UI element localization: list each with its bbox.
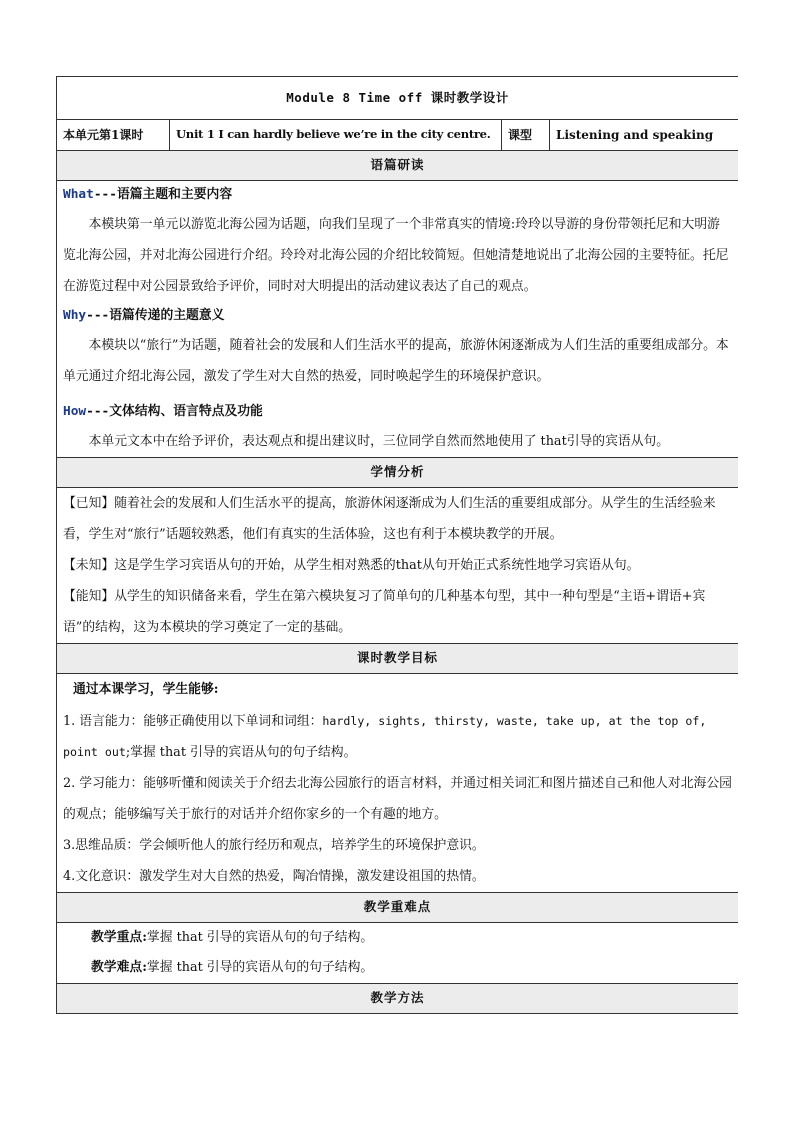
why-dash: --- [86,308,110,323]
section-heading-text-study: 语篇研读 [57,151,739,181]
teaching-focus-label: 教学重点: [91,930,147,945]
what-title: 语篇主题和主要内容 [116,187,233,202]
document-title: Module 8 Time off 课时教学设计 [57,77,739,120]
section-heading-methods: 教学方法 [57,984,739,1014]
what-subheading [63,181,732,209]
key-points-content [57,923,739,984]
goal1-suffix: ;掌握 that 引导的宾语从句的句子结构。 [125,745,357,760]
what-dash: --- [93,187,117,202]
learner-analysis-content [57,488,739,644]
unit-title: Unit 1 I can hardly believe we’re in the city centre. [170,120,502,151]
teaching-focus [63,923,732,953]
teaching-focus-text: 掌握 that 引导的宾语从句的句子结构。 [146,930,374,945]
how-keyword: How [63,404,87,419]
why-paragraph: 本模块以“旅行”为话题，随着社会的发展和人们生活水平的提高，旅游休闲逐渐成为人们生活的重要组成部分。本单元通过介绍北海公园，激发了学生对大自然的热爱，同时唤起学生的环境保护意识。 [63,338,729,384]
how-paragraph: 本单元文本中在给予评价，表达观点和提出建议时，三位同学自然而然地使用了 that引导的宾语从句。 [88,434,670,449]
goal-learning-ability: 2. 学习能力：能够听懂和阅读关于介绍去北海公园旅行的语言材料，并通过相关词汇和图片描述自己和他人对北海公园的观点；能够编写关于旅行的对话并介绍你家乡的一个有趣的地方。 [63,776,732,822]
what-keyword: What [63,187,94,202]
lesson-number-label: 本单元第1课时 [57,120,170,151]
lesson-meta-row [57,120,739,151]
goal-cultural-awareness: 4.文化意识：激发学生对大自然的热爱，陶冶情操，激发建设祖国的热情。 [63,869,485,884]
goal-language-ability [63,706,732,768]
lesson-plan-table [56,76,738,1014]
how-title: 文体结构、语言特点及功能 [109,404,263,419]
lesson-type-label: 课型 [502,120,550,151]
goal1-vocabulary: hardly, sights, thirsty, waste, take up, at the top of, point out [63,714,707,759]
able-paragraph: 【能知】从学生的知识储备来看，学生在第六模块复习了简单句的几种基本句型，其中一种句型是“主语+谓语+宾语”的结构，这为本模块的学习奠定了一定的基础。 [63,589,706,635]
lesson-plan-sheet [56,76,738,1043]
lesson-type-value: Listening and speaking [550,120,739,151]
how-subheading [63,398,732,426]
section-heading-objectives: 课时教学目标 [57,644,739,674]
why-keyword: Why [63,308,87,323]
objectives-content [57,674,739,893]
objectives-lead: 通过本课学习，学生能够: [73,682,219,697]
what-paragraph: 本模块第一单元以游览北海公园为话题，向我们呈现了一个非常真实的情境:玲玲以导游的身份带领托尼和大明游览北海公园，并对北海公园进行介绍。玲玲对北海公园的介绍比较简短。但她清楚地说出了北海公园的主要特征。托尼在游览过程中对公园景致给予评价，同时对大明提出的活动建议表达了自己的观点。 [63,217,729,294]
why-title: 语篇传递的主题意义 [109,308,225,323]
teaching-difficulty-text: 掌握 that 引导的宾语从句的句子结构。 [146,960,374,975]
teaching-difficulty [63,953,732,983]
goal-thinking-quality: 3.思维品质：学会倾听他人的旅行经历和观点，培养学生的环境保护意识。 [63,838,485,853]
how-dash: --- [86,404,110,419]
section-heading-key-points: 教学重难点 [57,893,739,923]
section-heading-learner-analysis: 学情分析 [57,458,739,488]
goal1-prefix: 1. 语言能力：能够正确使用以下单词和词组： [63,714,323,729]
known-paragraph: 【已知】随着社会的发展和人们生活水平的提高，旅游休闲逐渐成为人们生活的重要组成部分。从学生的生活经验来看，学生对“旅行”话题较熟悉，他们有真实的生活体验，这也有利于本模块教学的开展。 [63,496,716,542]
why-subheading [63,302,732,330]
teaching-difficulty-label: 教学难点: [91,960,147,975]
unknown-paragraph: 【未知】这是学生学习宾语从句的开始，从学生相对熟悉的that从句开始正式系统性地学习宾语从句。 [63,558,640,573]
text-study-content [57,181,739,458]
